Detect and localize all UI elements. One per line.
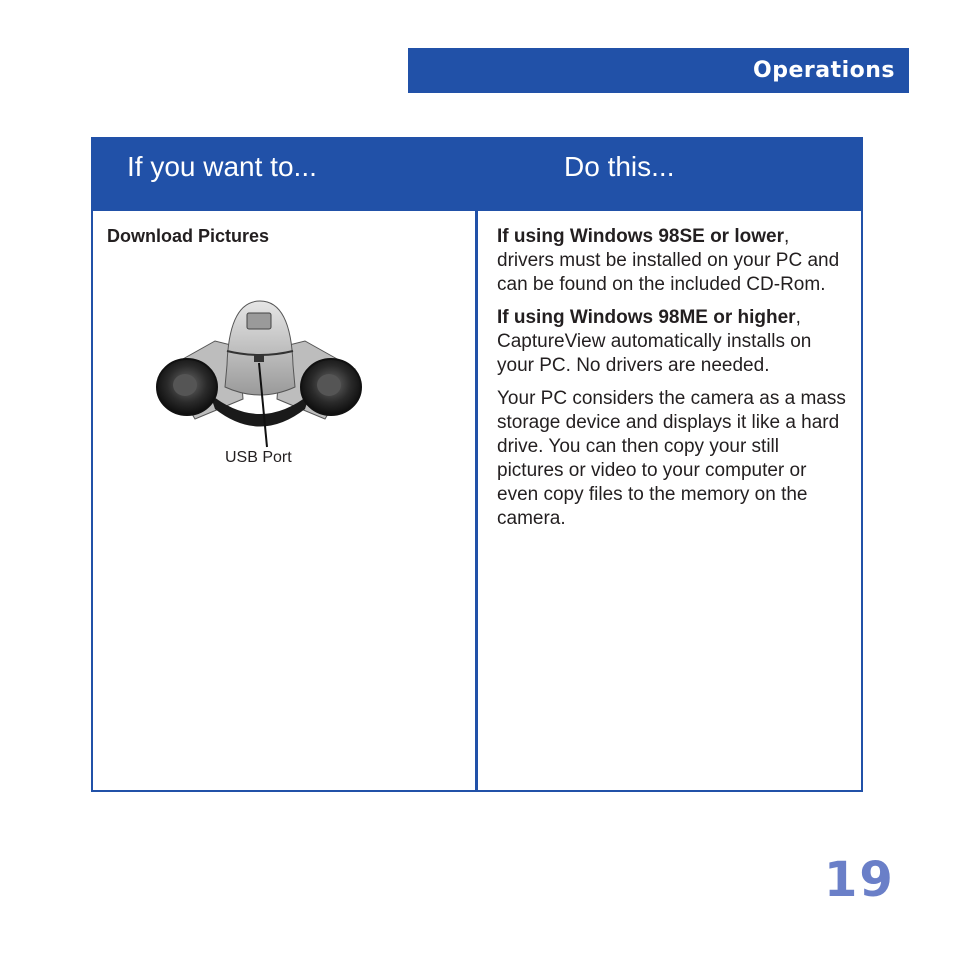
instruction-2-text: , CaptureView automatically installs on your PC. No drivers are needed.	[497, 307, 812, 376]
task-label: Download Pictures	[107, 226, 270, 246]
header-do-this: Do this...	[478, 139, 861, 211]
instruction-paragraph-3: Your PC considers the camera as a mass storage device and displays it like a hard drive. You can then copy your still pictures or video to your computer or even copy files to the memory on the camera.	[497, 388, 846, 529]
instruction-1-text: , drivers must be installed on your PC and can be found on the included CD-Rom.	[497, 226, 840, 295]
header-if-you-want-to: If you want to...	[93, 139, 475, 211]
instruction-table	[91, 137, 863, 792]
column-divider	[475, 139, 478, 790]
instructions-cell	[497, 225, 847, 540]
instruction-paragraph-1	[497, 225, 847, 297]
section-banner	[408, 48, 909, 93]
page-number: 19	[824, 852, 895, 908]
instruction-2-bold: If using Windows 98ME or higher	[497, 307, 796, 328]
instruction-1-bold: If using Windows 98SE or lower	[497, 226, 784, 247]
usb-port-caption: USB Port	[225, 449, 292, 466]
instruction-paragraph-2	[497, 306, 847, 378]
section-title: Operations	[753, 58, 895, 83]
task-cell	[107, 226, 467, 247]
